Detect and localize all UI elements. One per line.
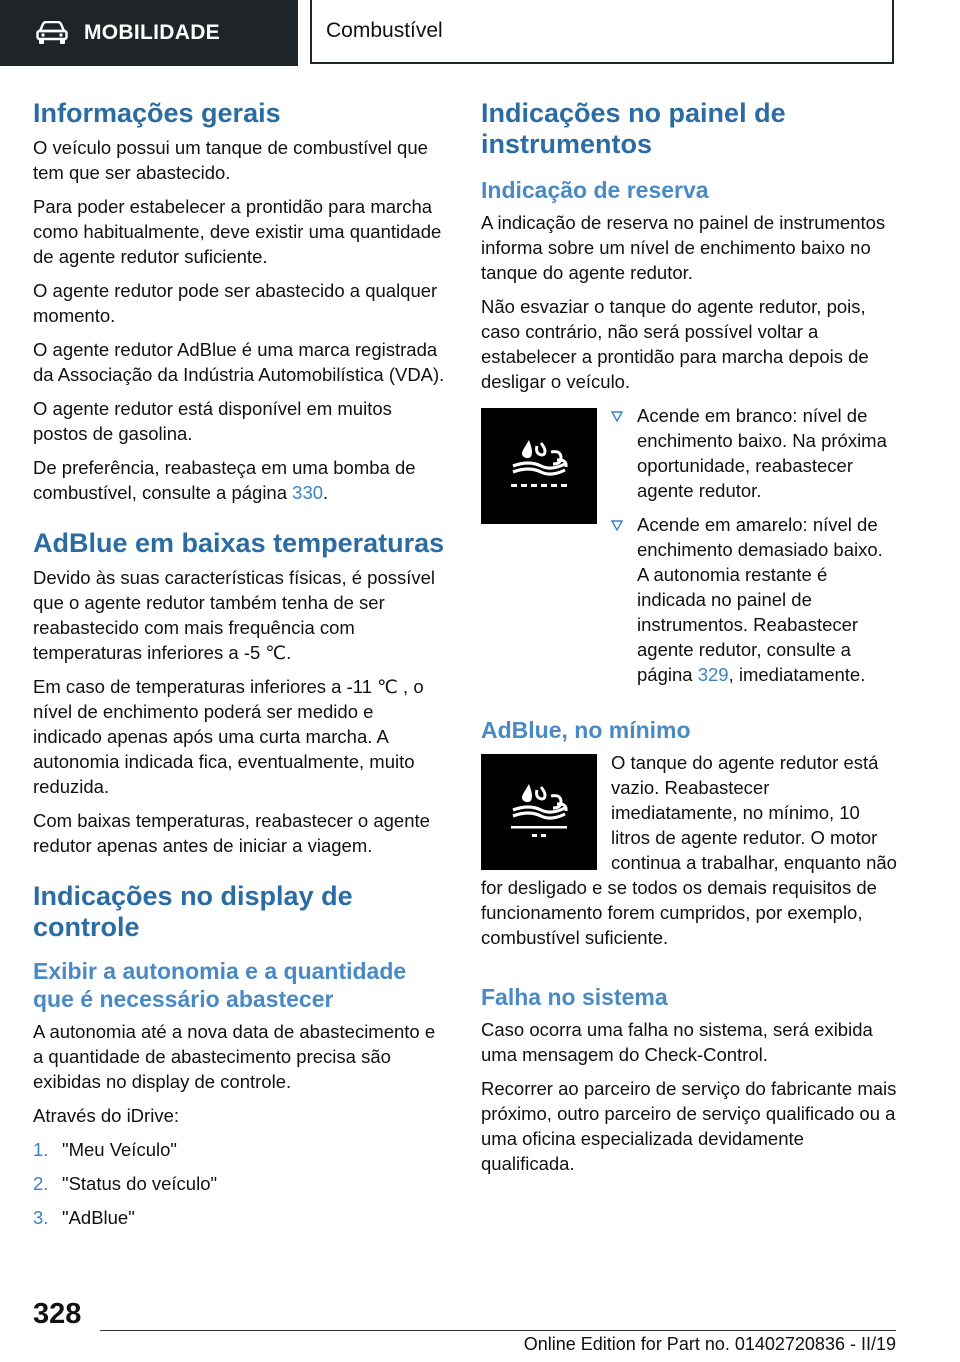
- idrive-steps-list: [33, 1137, 446, 1230]
- step-number: 3.: [33, 1207, 49, 1228]
- subheading-indicacao-reserva: Indicação de reserva: [481, 177, 709, 203]
- bullet-text: Acende em branco: nível de enchimento baixo. Na próxima oportunidade, reabastecer agente redutor.: [637, 405, 887, 501]
- paragraph: A autonomia até a nova data de abastecimento e a quantidade de abastecimento precisa são exibidas no display de controle.: [33, 1021, 436, 1092]
- right-column: [481, 98, 897, 1185]
- paragraph: O agente redutor AdBlue é uma marca registrada da Associação da Indústria Automobilística (VDA).: [33, 339, 445, 385]
- paragraph: O agente redutor está disponível em muitos postos de gasolina.: [33, 398, 392, 444]
- reserve-bullet-list: [611, 403, 897, 696]
- car-icon: [36, 21, 68, 45]
- paragraph: Devido às suas características físicas, é possível que o agente redutor também tenha de ser reabastecido com mais frequência com temperaturas inferiores a -5 ℃.: [33, 567, 436, 663]
- paragraph: O agente redutor pode ser abastecido a qualquer momento.: [33, 280, 438, 326]
- triangle-bullet-icon: [611, 403, 637, 503]
- heading-indicacoes-painel: Indicações no painel de instrumentos: [481, 98, 786, 159]
- section-tab-mobilidade[interactable]: [0, 0, 298, 66]
- paragraph: Não esvaziar o tanque do agente redutor, pois, caso contrário, não será possível voltar a estabelecer a prontidão para marcha depois de desligar o veículo.: [481, 296, 869, 392]
- step-number: 2.: [33, 1173, 49, 1194]
- paragraph: Recorrer ao parceiro de serviço do fabricante mais próximo, outro parceiro de serviço qualificado ou a uma oficina especializada devidamente qualificada.: [481, 1078, 897, 1174]
- paragraph: O veículo possui um tanque de combustível que tem que ser abastecido.: [33, 137, 428, 183]
- paragraph: Em caso de temperaturas inferiores a -11 ℃ , o nível de enchimento poderá ser medido e indicado apenas após uma curta marcha. A autonomia indicada fica, eventualmente, muito reduzida.: [33, 676, 424, 797]
- adblue-reserve-icon: [481, 408, 597, 524]
- adblue-minimum-icon: [481, 754, 597, 870]
- paragraph-with-link: [33, 455, 446, 505]
- paragraph: Com baixas temperaturas, reabastecer o agente redutor apenas antes de iniciar a viagem.: [33, 810, 430, 856]
- edition-note: Online Edition for Part no. 01402720836 - II/19: [523, 1334, 896, 1354]
- list-item: [611, 512, 897, 687]
- paragraph: O tanque do agente redutor está vazio. Reabastecer imediatamente, no mínimo, 10 litros de agente redutor. O motor continua a trabalhar, enquanto não for desligado e se todos os demais requisitos de funcionamento forem cumpridos, por exemplo, combustível suficiente.: [481, 752, 897, 948]
- step-text: "Meu Veículo": [62, 1139, 177, 1160]
- section-label: MOBILIDADE: [84, 21, 220, 44]
- subheading-falha-sistema: Falha no sistema: [481, 984, 668, 1010]
- paragraph: Através do iDrive:: [33, 1105, 179, 1126]
- chapter-title-box: [310, 0, 894, 64]
- list-item: [33, 1137, 446, 1162]
- bullet-text-part: , imediatamente.: [728, 664, 866, 685]
- heading-informacoes-gerais: Informações gerais: [33, 98, 281, 128]
- chapter-label: Combustível: [326, 19, 443, 42]
- page-number: 328: [33, 1298, 82, 1330]
- paragraph: Caso ocorra uma falha no sistema, será exibida uma mensagem do Check-Control.: [481, 1019, 873, 1065]
- paragraph-text: .: [323, 482, 329, 503]
- subheading-adblue-minimo: AdBlue, no mínimo: [481, 717, 691, 743]
- minimum-section: [481, 750, 897, 959]
- left-column: [33, 98, 446, 1239]
- reserve-indicator-row: [481, 403, 897, 696]
- step-number: 1.: [33, 1139, 49, 1160]
- heading-adblue-baixas-temperaturas: AdBlue em baixas temperaturas: [33, 528, 445, 558]
- step-text: "Status do veículo": [62, 1173, 218, 1194]
- triangle-bullet-icon: [611, 512, 637, 687]
- page-link-330[interactable]: 330: [292, 482, 324, 503]
- list-item: [611, 403, 897, 503]
- page-header: [0, 0, 960, 66]
- list-item: [33, 1171, 446, 1196]
- bullet-text-part: Acende em amarelo: nível de enchimento demasiado baixo. A autonomia restante é indicada no painel de instrumentos. Reabastecer agente redutor, consulte a página: [637, 514, 883, 685]
- page-link-329[interactable]: 329: [697, 664, 729, 685]
- subheading-exibir-autonomia: Exibir a autonomia e a quantidade que é necessário abastecer: [33, 958, 407, 1012]
- list-item: [33, 1205, 446, 1230]
- step-text: "AdBlue": [62, 1207, 135, 1228]
- footer-divider: [100, 1330, 896, 1331]
- paragraph: A indicação de reserva no painel de instrumentos informa sobre um nível de enchimento baixo no tanque do agente redutor.: [481, 212, 886, 283]
- bullet-text: [637, 512, 897, 687]
- paragraph-text: De preferência, reabasteça em uma bomba de combustível, consulte a página: [33, 457, 416, 503]
- heading-indicacoes-display: Indicações no display de controle: [33, 881, 353, 942]
- paragraph: Para poder estabelecer a prontidão para marcha como habitualmente, deve existir uma quantidade de agente redutor suficiente.: [33, 196, 442, 267]
